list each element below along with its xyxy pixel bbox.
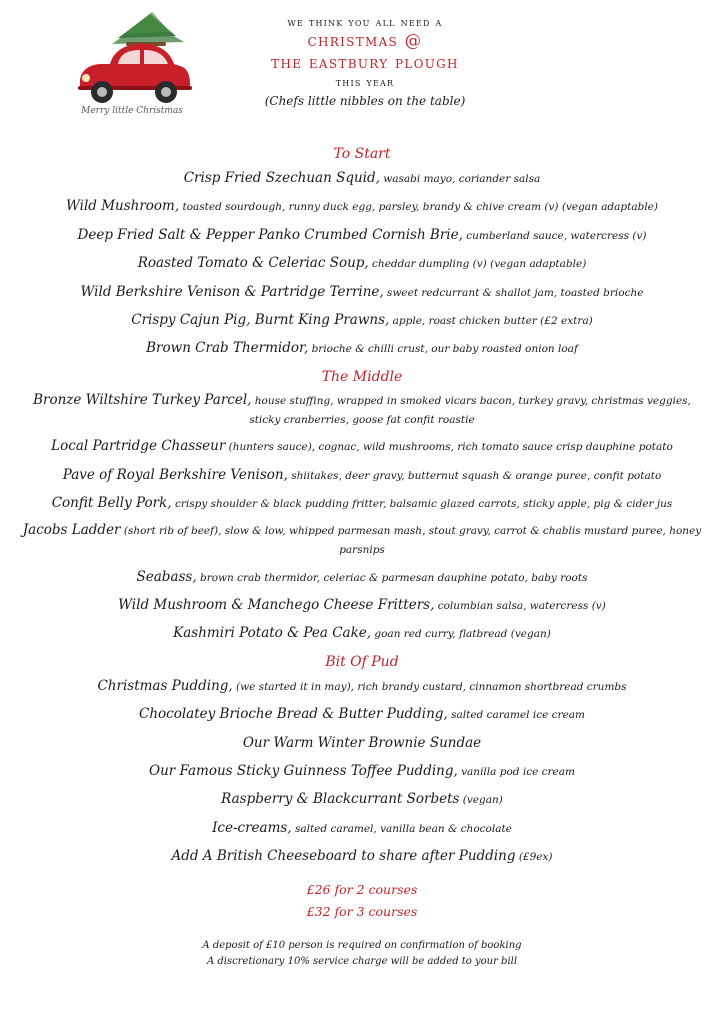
header-note: (Chefs little nibbles on the table) bbox=[264, 94, 466, 108]
menu-item: Roasted Tomato & Celeriac Soup, cheddar dumpling (v) (vegan adaptable) bbox=[137, 255, 587, 272]
menu-item: Seabass, brown crab thermidor, celeriac & parmesan dauphine potato, baby roots bbox=[136, 568, 588, 585]
menu-body bbox=[0, 140, 724, 970]
section-title-to-start: To Start bbox=[333, 146, 391, 162]
header-line-4: this year bbox=[335, 75, 395, 89]
header-line-1: we think you all need a bbox=[287, 15, 443, 29]
menu-item: Chocolatey Brioche Bread & Butter Pudding, salted caramel ice cream bbox=[138, 706, 585, 723]
red-car-with-christmas-tree-icon bbox=[72, 12, 192, 107]
menu-item: Add A British Cheeseboard to share after Pudding (£9ex) bbox=[171, 848, 553, 865]
menu-item: Crispy Cajun Pig, Burnt King Prawns, apple, roast chicken butter (£2 extra) bbox=[131, 311, 593, 328]
menu-item: Raspberry & Blackcurrant Sorbets (vegan) bbox=[221, 791, 503, 808]
menu-item: Our Warm Winter Brownie Sundae bbox=[242, 734, 482, 751]
prices bbox=[0, 879, 724, 923]
menu-item: Wild Berkshire Venison & Partridge Terrine, sweet redcurrant & shallot jam, toasted brioche bbox=[80, 283, 644, 300]
menu-item: Christmas Pudding, (we started it in may), rich brandy custard, cinnamon shortbread crumbs bbox=[97, 677, 627, 694]
price-two-courses: £26 for 2 courses bbox=[306, 882, 418, 898]
menu-header bbox=[200, 14, 530, 109]
menu-item: Ice-creams, salted caramel, vanilla bean & chocolate bbox=[212, 819, 512, 836]
footnotes bbox=[0, 938, 724, 970]
footnote-deposit: A deposit of £10 person is required on confirmation of booking bbox=[202, 940, 522, 952]
menu-item: Local Partridge Chasseur (hunters sauce), cognac, wild mushrooms, rich tomato sauce crisp dauphine potato bbox=[51, 438, 673, 455]
menu-item: Brown Crab Thermidor, brioche & chilli crust, our baby roasted onion loaf bbox=[146, 340, 578, 357]
menu-item: Deep Fried Salt & Pepper Panko Crumbed Cornish Brie, cumberland sauce, watercress (v) bbox=[77, 226, 647, 243]
menu-item: Wild Mushroom, toasted sourdough, runny duck egg, parsley, brandy & chive cream (v) (vegan adaptable) bbox=[66, 198, 658, 215]
logo-script-text: Merry little Christmas bbox=[81, 106, 183, 116]
header-line-2: christmas @ bbox=[307, 31, 423, 50]
section-title-bit-of-pud: Bit Of Pud bbox=[325, 653, 399, 670]
header-line-3: the eastbury plough bbox=[271, 53, 459, 72]
menu-item: Our Famous Sticky Guinness Toffee Pudding, vanilla pod ice cream bbox=[149, 763, 575, 780]
menu-item: Crisp Fried Szechuan Squid, wasabi mayo, coriander salsa bbox=[183, 170, 541, 186]
menu-item: Wild Mushroom & Manchego Cheese Fritters, columbian salsa, watercress (v) bbox=[118, 597, 606, 614]
price-three-courses: £32 for 3 courses bbox=[306, 904, 418, 920]
menu-item: Bronze Wiltshire Turkey Parcel, house stuffing, wrapped in smoked vicars bacon, turkey gravy, christmas veggies, sticky cranberries, goose fat confit roastie bbox=[33, 391, 691, 426]
footnote-service-charge: A discretionary 10% service charge will be added to your bill bbox=[206, 956, 518, 968]
menu-item: Jacobs Ladder (short rib of beef), slow & low, whipped parmesan mash, stout gravy, carrot & chablis mustard puree, honey parsnips bbox=[22, 522, 702, 557]
menu-item: Kashmiri Potato & Pea Cake, goan red curry, flatbread (vegan) bbox=[173, 625, 551, 642]
logo bbox=[72, 12, 192, 127]
menu-item: Confit Belly Pork, crispy shoulder & black pudding fritter, balsamic glazed carrots, sticky apple, pig & cider jus bbox=[51, 494, 673, 511]
section-title-the-middle: The Middle bbox=[321, 368, 403, 385]
menu-item: Pave of Royal Berkshire Venison, shiitakes, deer gravy, butternut squash & orange puree, confit potato bbox=[62, 466, 662, 483]
